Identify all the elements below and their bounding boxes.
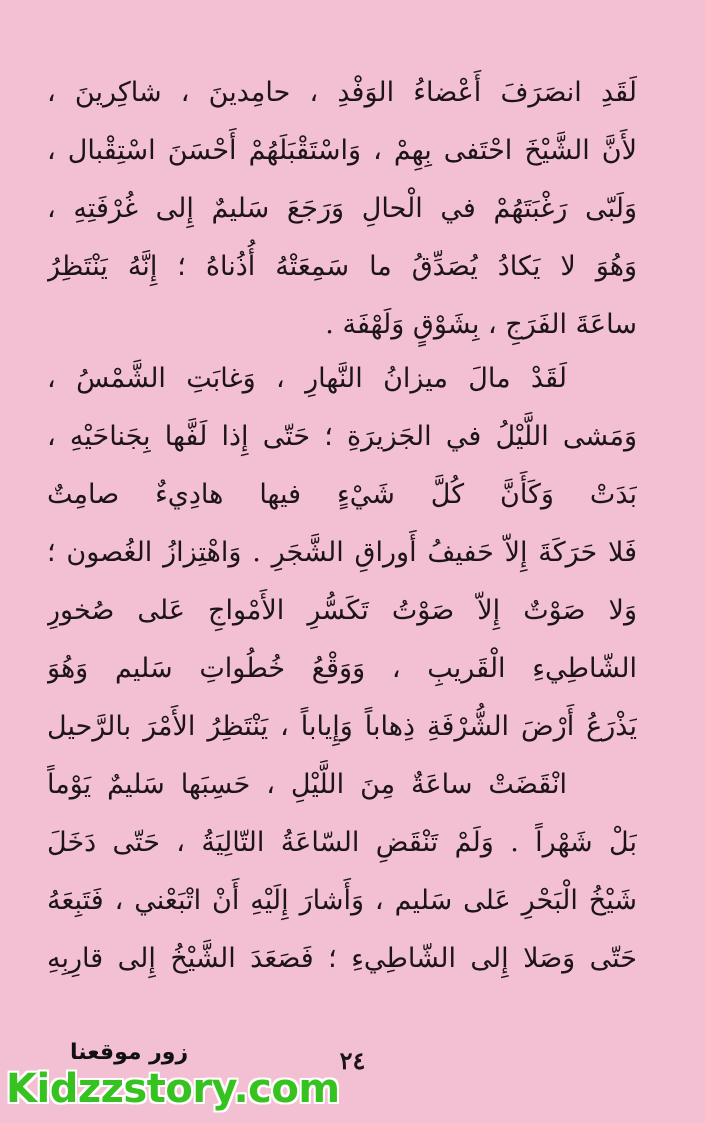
text-line: حَتّى وَصَلا إِلى الشّاطِيءِ ؛ فَصَعَدَ الشَّيْخُ إِلى قارِبِهِ <box>47 943 637 974</box>
text-line: لأَنَّ الشَّيْخَ احْتَفى بِهِمْ ، وَاسْتَقْبَلَهُمْ أَحْسَنَ اسْتِقْبال ، <box>47 135 637 166</box>
watermark-site-url[interactable]: Kidzzstory.com <box>6 1066 340 1112</box>
paragraph-2 <box>47 350 637 988</box>
page-number: ٢٤ <box>339 1046 366 1075</box>
text-line: يَذْرَعُ أَرْضَ الشُّرْفَةِ ذِهاباً وَإِياباً ، يَنْتَظِرُ الأَمْرَ بالرَّحيل <box>47 711 637 742</box>
paragraph-1 <box>47 64 637 354</box>
text-line: شَيْخُ الْبَحْرِ عَلى سَليم ، وَأَشارَ إِلَيْهِ أَنْ اتْبَعْني ، فَتَبِعَهُ <box>47 885 637 916</box>
text-line: فَلا حَرَكَةَ إِلاّ حَفيفُ أَوراقِ الشَّجَرِ . وَاهْتِزازُ الغُصون ؛ <box>47 537 637 568</box>
text-line: وَمَشى اللَّيْلُ في الجَزيرَةِ ؛ حَتّى إِذا لَفَّها بِجَناحَيْهِ ، <box>47 421 637 452</box>
text-line: لَقَدْ مالَ ميزانُ النَّهارِ ، وَغابَتِ الشَّمْسُ ، <box>47 363 567 394</box>
text-line: ساعَةَ الفَرَجِ ، بِشَوْقٍ وَلَهْفَة . <box>325 309 637 340</box>
text-line: وَلَبّى رَغْبَتَهُمْ في الْحالِ وَرَجَعَ سَليمٌ إِلى غُرْفَتِهِ ، <box>47 193 637 224</box>
text-line: وَلا صَوْتٌ إِلاّ صَوْتُ تَكَسُّرِ الأَمْواجِ عَلى صُخورِ <box>47 595 637 626</box>
text-line: الشّاطِيءِ الْقَريبِ ، وَوَقْعُ خُطُواتِ سَليم وَهُوَ <box>47 653 637 684</box>
text-line: بَلْ شَهْراً . وَلَمْ تَنْقَضِ السّاعَةُ التّالِيَةُ ، حَتّى دَخَلَ <box>47 827 637 858</box>
text-line: وَهُوَ لا يَكادُ يُصَدِّقُ ما سَمِعَتْهُ أُذُناهُ ؛ إِنَّهُ يَنْتَظِرُ <box>47 251 637 282</box>
text-line: لَقَدِ انصَرَفَ أَعْضاءُ الوَفْدِ ، حامِدينَ ، شاكِرينَ ، <box>47 77 637 108</box>
text-line: انْقَضَتْ ساعَةٌ مِنَ اللَّيْلِ ، حَسِبَها سَليمٌ يَوْماً <box>47 769 567 800</box>
watermark-visit-label: زور موقعنا <box>70 1040 189 1065</box>
text-line: بَدَتْ وَكَأَنَّ كُلَّ شَيْءٍ فيها هادِيءٌ صامِتٌ <box>47 479 637 510</box>
